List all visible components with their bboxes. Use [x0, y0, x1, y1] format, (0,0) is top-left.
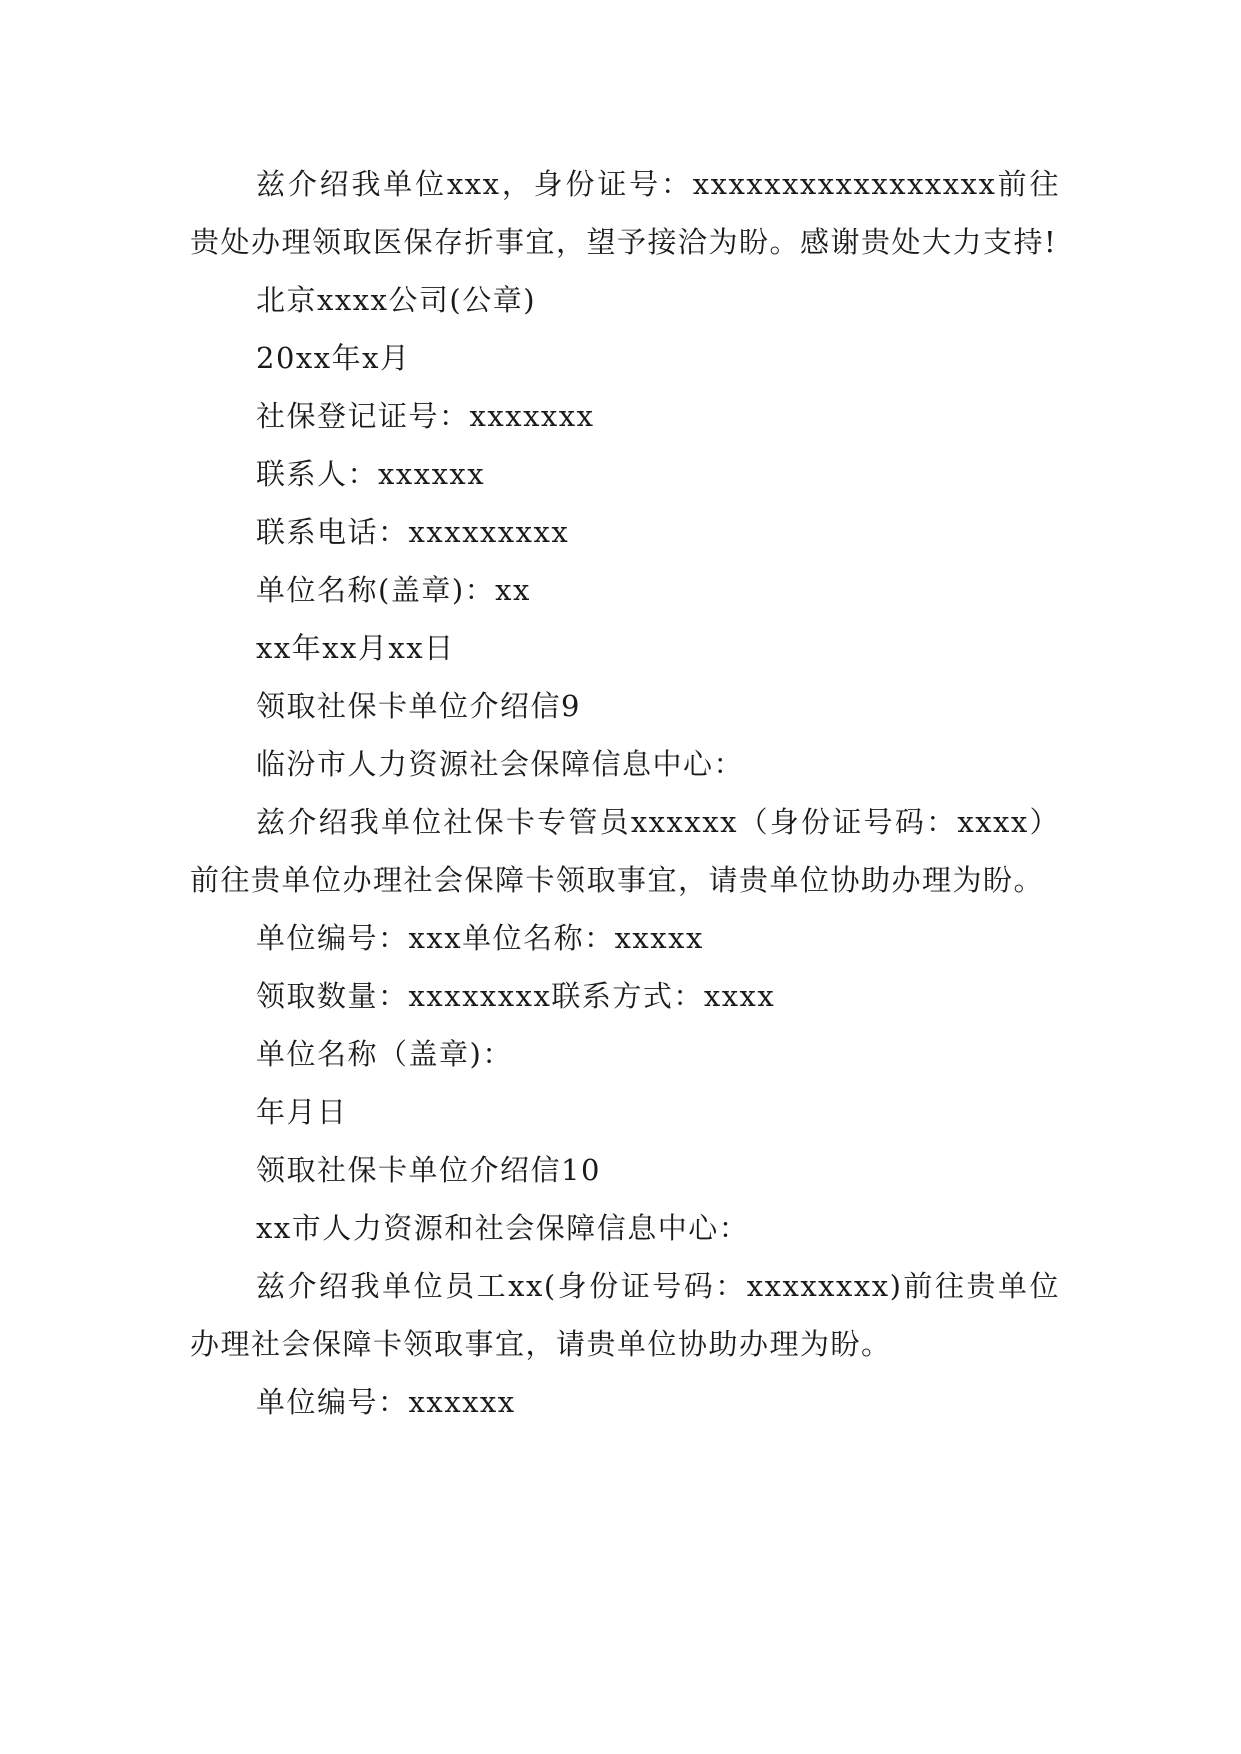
paragraph-date-2: xx年xx月xx日 [256, 631, 455, 665]
paragraph-contact-person: 联系人：xxxxxx [256, 457, 486, 491]
paragraph-recipient-xx: xx市人力资源和社会保障信息中心： [256, 1211, 750, 1245]
paragraph-social-security-reg: 社保登记证号：xxxxxxx [256, 399, 595, 433]
paragraph-contact-phone: 联系电话：xxxxxxxxx [256, 515, 570, 549]
heading-letter-9: 领取社保卡单位介绍信9 [256, 689, 581, 723]
paragraph-recipient-linfen: 临汾市人力资源社会保障信息中心： [256, 747, 745, 781]
paragraph-date: 20xx年x月 [256, 341, 411, 375]
heading-letter-10: 领取社保卡单位介绍信10 [256, 1153, 601, 1187]
paragraph-unit-name-seal: 单位名称(盖章)：xx [256, 573, 531, 607]
paragraph-date-blank: 年月日 [256, 1095, 348, 1129]
paragraph-intro-employee: 兹介绍我单位员工xx(身份证号码：xxxxxxxx)前往贵单位办理社会保障卡领取事宜，请贵单位协助办理为盼。 [190, 1269, 1060, 1361]
paragraph-intro-medical: 兹介绍我单位xxx，身份证号：xxxxxxxxxxxxxxxxx前往贵处办理领取医保存折事宜，望予接洽为盼。感谢贵处大力支持! [190, 167, 1060, 259]
paragraph-company-seal: 北京xxxx公司(公章) [256, 283, 537, 317]
document-page [190, 155, 1060, 1431]
paragraph-quantity-contact: 领取数量：xxxxxxxx联系方式：xxxx [256, 979, 776, 1013]
paragraph-intro-card-manager: 兹介绍我单位社保卡专管员xxxxxx（身份证号码：xxxx）前往贵单位办理社会保障卡领取事宜，请贵单位协助办理为盼。 [190, 805, 1060, 897]
paragraph-unit-number: 单位编号：xxxxxx [256, 1385, 516, 1419]
paragraph-unit-number-name: 单位编号：xxx单位名称：xxxxx [256, 921, 704, 955]
paragraph-unit-name-seal-2: 单位名称（盖章)： [256, 1037, 513, 1071]
